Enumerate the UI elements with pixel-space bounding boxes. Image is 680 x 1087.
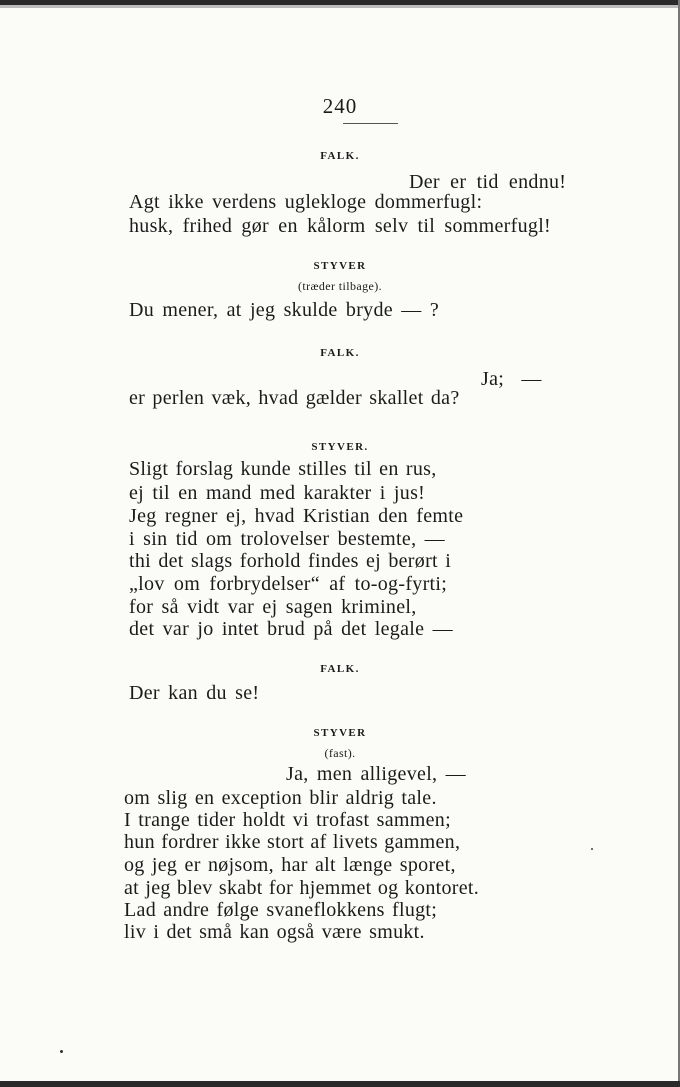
speaker-falk: FALK.: [320, 150, 360, 162]
verse-line: at jeg blev skabt for hjemmet og kontoret.: [124, 877, 480, 899]
ink-speck: [591, 848, 593, 850]
verse-line: Jeg regner ej, hvad Kristian den femte: [129, 505, 464, 527]
verse-line: „lov om forbrydelser“ af to-og-fyrti;: [129, 573, 448, 595]
speaker-falk: FALK.: [320, 347, 360, 359]
verse-line: om slig en exception blir aldrig tale.: [124, 787, 437, 809]
verse-line: Ja, men alligevel, —: [286, 763, 466, 785]
verse-line: og jeg er nøjsom, har alt længe sporet,: [124, 854, 456, 876]
verse-line: er perlen væk, hvad gælder skallet da?: [129, 387, 460, 409]
verse-line: Ja; —: [481, 368, 542, 390]
verse-line: husk, frihed gør en kålorm selv til sommerfugl!: [129, 215, 552, 237]
verse-line: I trange tider holdt vi trofast sammen;: [124, 809, 451, 831]
stage-direction: (fast).: [324, 746, 356, 760]
verse-line: for så vidt var ej sagen kriminel,: [129, 596, 417, 618]
ink-speck: [60, 1050, 63, 1053]
verse-line: thi det slags forhold findes ej berørt i: [129, 550, 452, 572]
page-number-rule: [343, 123, 398, 124]
verse-line: det var jo intet brud på det legale —: [129, 618, 453, 640]
verse-line: Lad andre følge svaneflokkens flugt;: [124, 899, 438, 921]
stage-direction: (træder tilbage).: [297, 279, 383, 293]
speaker-falk: FALK.: [320, 663, 360, 675]
verse-line: Der kan du se!: [129, 682, 260, 704]
verse-line: Sligt forslag kunde stilles til en rus,: [129, 458, 437, 480]
verse-line: i sin tid om trolovelser bestemte, —: [129, 528, 445, 550]
verse-line: ej til en mand med karakter i jus!: [129, 482, 426, 504]
speaker-styver: STYVER: [313, 260, 367, 272]
scan-top-shadow: [0, 5, 680, 8]
verse-line: Du mener, at jeg skulde bryde — ?: [129, 299, 440, 321]
verse-line: Agt ikke verdens uglekloge dommerfugl:: [129, 191, 483, 213]
verse-line: Der er tid endnu!: [409, 171, 567, 193]
verse-line: liv i det små kan også være smukt.: [124, 921, 425, 943]
scan-bottom-edge: [0, 1081, 680, 1087]
speaker-styver: STYVER.: [311, 441, 369, 453]
speaker-styver: STYVER: [313, 727, 367, 739]
page-number: 240: [322, 94, 358, 118]
verse-line: hun fordrer ikke stort af livets gammen,: [124, 831, 461, 853]
